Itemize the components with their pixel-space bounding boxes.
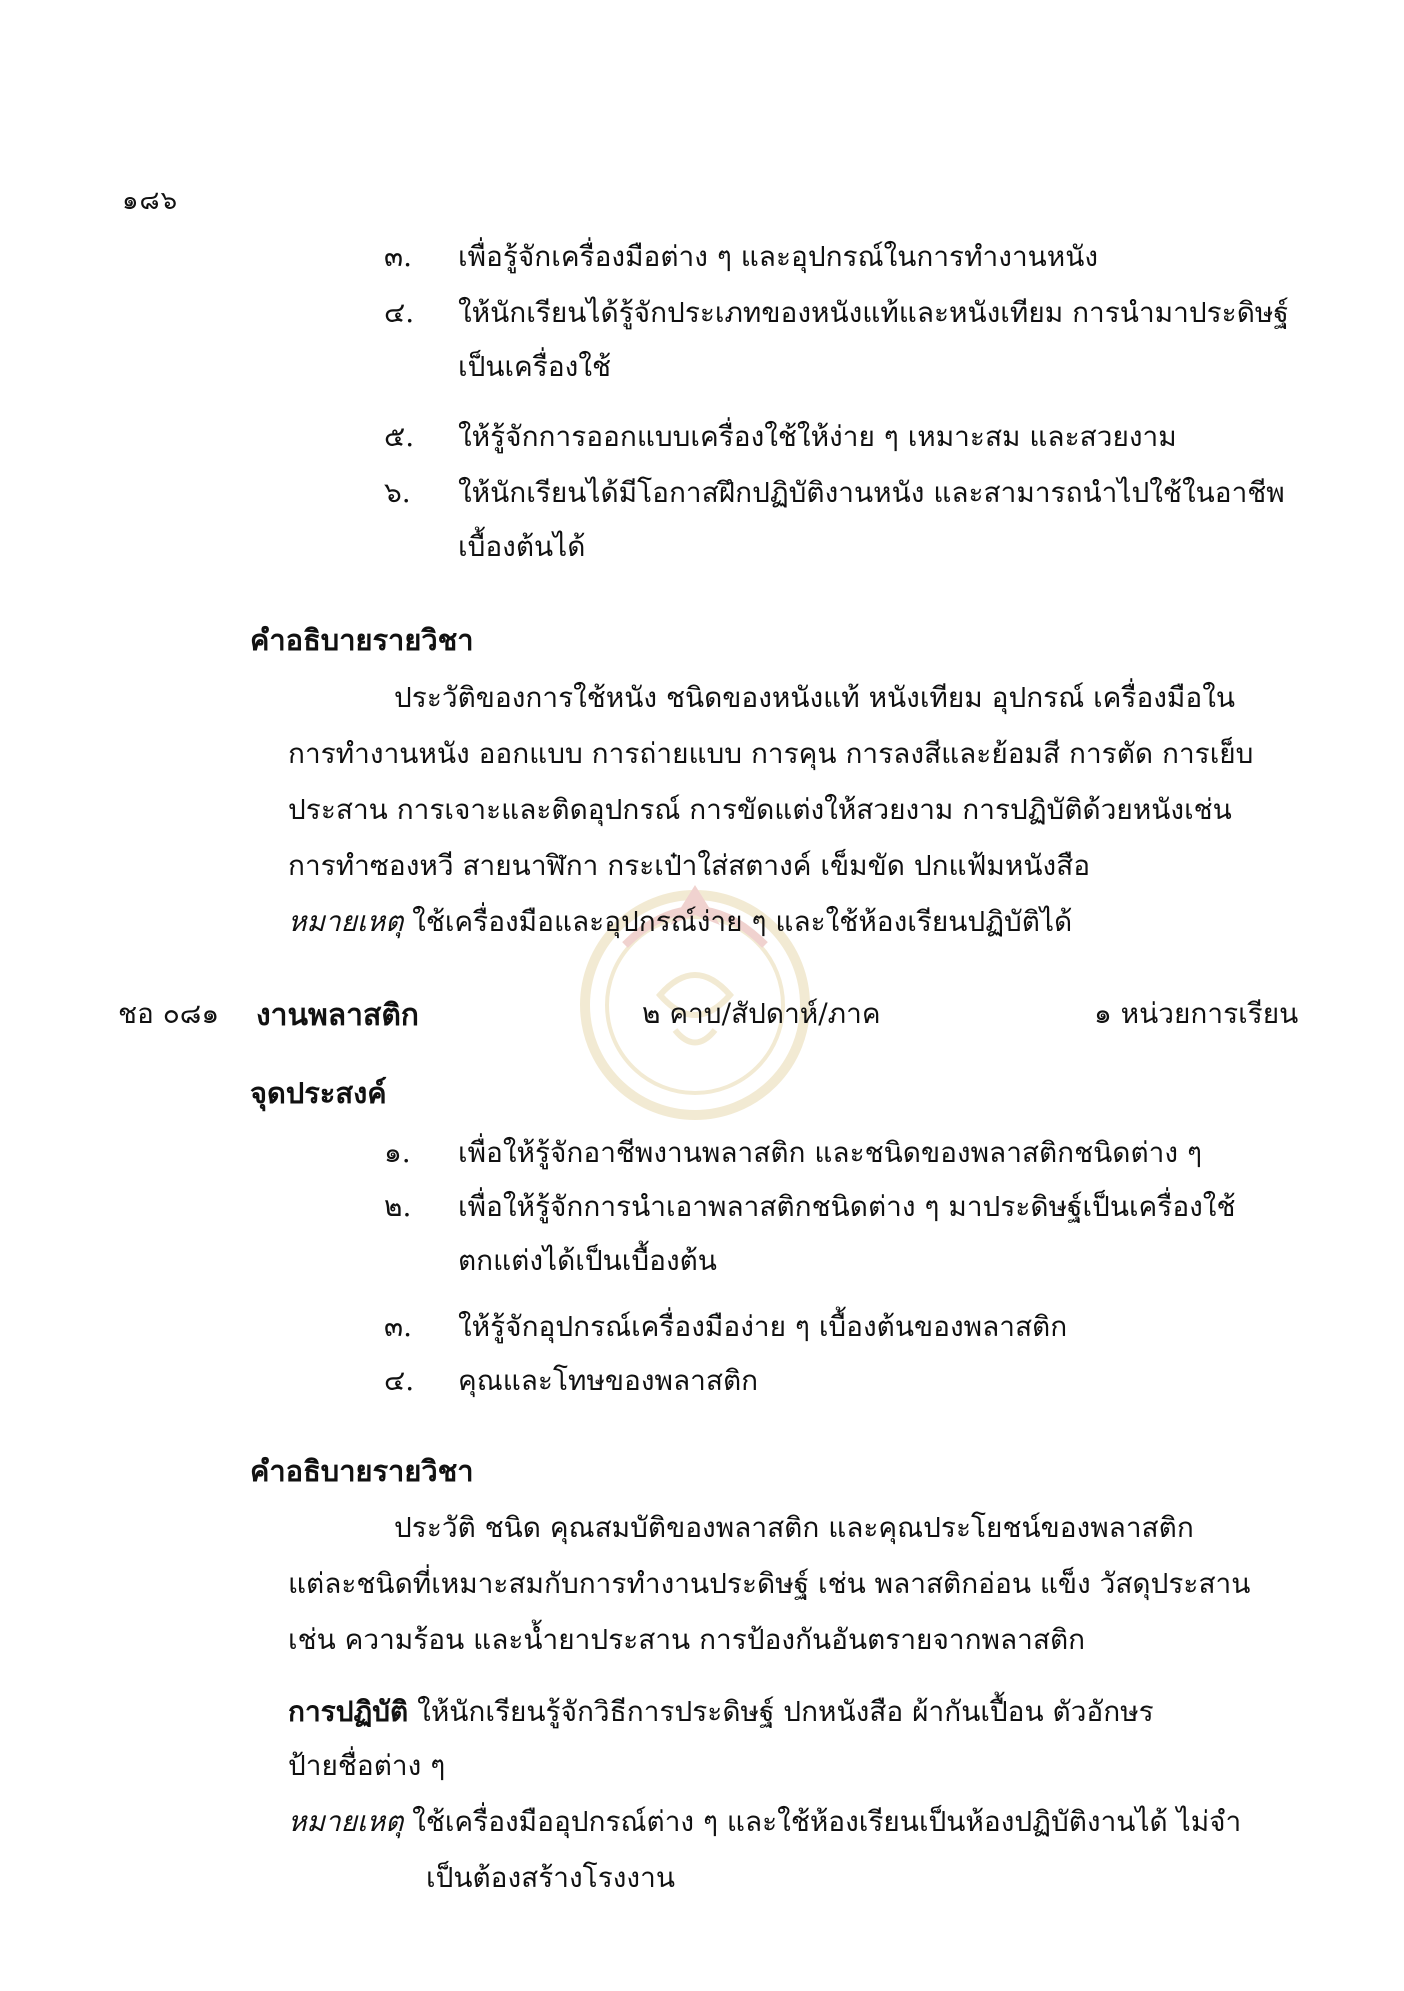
section-heading: คำอธิบายรายวิชา <box>250 1454 474 1488</box>
note-continued: เป็นต้องสร้างโรงงาน <box>426 1861 675 1894</box>
course-title: งานพลาสติก <box>256 998 419 1033</box>
section-heading: จุดประสงค์ <box>250 1076 387 1110</box>
item-number: ๑. <box>384 1136 411 1169</box>
paragraph-line: ประวัติ ชนิด คุณสมบัติของพลาสติก และคุณประโยชน์ของพลาสติก <box>394 1511 1194 1544</box>
item-text-continued: ตกแต่งได้เป็นเบื้องต้น <box>458 1244 717 1277</box>
paragraph-line: เช่น ความร้อน และน้ำยาประสาน การป้องกันอันตรายจากพลาสติก <box>288 1623 1086 1656</box>
note-line <box>288 1800 1241 1844</box>
note-label: หมายเหตุ <box>288 905 404 938</box>
item-text: ให้นักเรียนได้รู้จักประเภทของหนังแท้และหนังเทียม การนำมาประดิษฐ์ <box>458 296 1289 329</box>
item-text-continued: เบื้องต้นได้ <box>458 530 586 563</box>
note-label: หมายเหตุ <box>288 1805 404 1838</box>
course-credits: ๑ หน่วยการเรียน <box>1094 997 1299 1030</box>
note-text: ใช้เครื่องมืออุปกรณ์ต่าง ๆ และใช้ห้องเรียนเป็นห้องปฏิบัติงานได้ ไม่จำ <box>412 1805 1242 1838</box>
item-text: เพื่อให้รู้จักอาชีพงานพลาสติก และชนิดของพลาสติกชนิดต่าง ๆ <box>458 1136 1202 1169</box>
item-text: เพื่อให้รู้จักการนำเอาพลาสติกชนิดต่าง ๆ มาประดิษฐ์เป็นเครื่องใช้ <box>458 1190 1236 1223</box>
note-text: ใช้เครื่องมือและอุปกรณ์ง่าย ๆ และใช้ห้องเรียนปฏิบัติได้ <box>412 905 1073 938</box>
item-text: ให้รู้จักอุปกรณ์เครื่องมือง่าย ๆ เบื้องต้นของพลาสติก <box>458 1310 1068 1343</box>
item-number: ๓. <box>384 1310 413 1343</box>
item-number: ๒. <box>384 1190 412 1223</box>
item-text: ให้นักเรียนได้มีโอกาสฝึกปฏิบัติงานหนัง และสามารถนำไปใช้ในอาชีพ <box>458 476 1285 509</box>
practice-text: ให้นักเรียนรู้จักวิธีการประดิษฐ์ ปกหนังสือ ผ้ากันเปื้อน ตัวอักษร <box>417 1695 1154 1728</box>
course-hours: ๒ คาบ/สัปดาห์/ภาค <box>642 997 881 1030</box>
paragraph-line: การทำซองหวี สายนาฬิกา กระเป๋าใส่สตางค์ เข็มขัด ปกแฟ้มหนังสือ <box>288 849 1091 882</box>
item-number: ๓. <box>384 240 413 273</box>
practice-continued: ป้ายชื่อต่าง ๆ <box>288 1749 446 1782</box>
paragraph-line: แต่ละชนิดที่เหมาะสมกับการทำงานประดิษฐ์ เช่น พลาสติกอ่อน แข็ง วัสดุประสาน <box>288 1567 1251 1600</box>
practice-line <box>288 1690 1154 1734</box>
note-line <box>288 900 1072 944</box>
practice-label: การปฏิบัติ <box>288 1695 409 1728</box>
page-number: ๑๘๖ <box>122 186 179 216</box>
paragraph-line: ประวัติของการใช้หนัง ชนิดของหนังแท้ หนังเทียม อุปกรณ์ เครื่องมือใน <box>394 681 1236 714</box>
paragraph-line: ประสาน การเจาะและติดอุปกรณ์ การขัดแต่งให้สวยงาม การปฏิบัติด้วยหนังเช่น <box>288 793 1232 826</box>
paragraph-line: การทำงานหนัง ออกแบบ การถ่ายแบบ การคุน การลงสีและย้อมสี การตัด การเย็บ <box>288 737 1254 770</box>
item-number: ๖. <box>384 476 411 509</box>
item-text: ให้รู้จักการออกแบบเครื่องใช้ให้ง่าย ๆ เหมาะสม และสวยงาม <box>458 420 1177 453</box>
course-code: ชอ ๐๘๑ <box>118 997 220 1030</box>
item-number: ๔. <box>384 296 415 329</box>
item-text: เพื่อรู้จักเครื่องมือต่าง ๆ และอุปกรณ์ในการทำงานหนัง <box>458 240 1099 273</box>
item-number: ๕. <box>384 420 415 453</box>
section-heading: คำอธิบายรายวิชา <box>250 623 474 657</box>
item-text: คุณและโทษของพลาสติก <box>458 1364 759 1397</box>
item-text-continued: เป็นเครื่องใช้ <box>458 350 611 383</box>
item-number: ๔. <box>384 1364 415 1397</box>
